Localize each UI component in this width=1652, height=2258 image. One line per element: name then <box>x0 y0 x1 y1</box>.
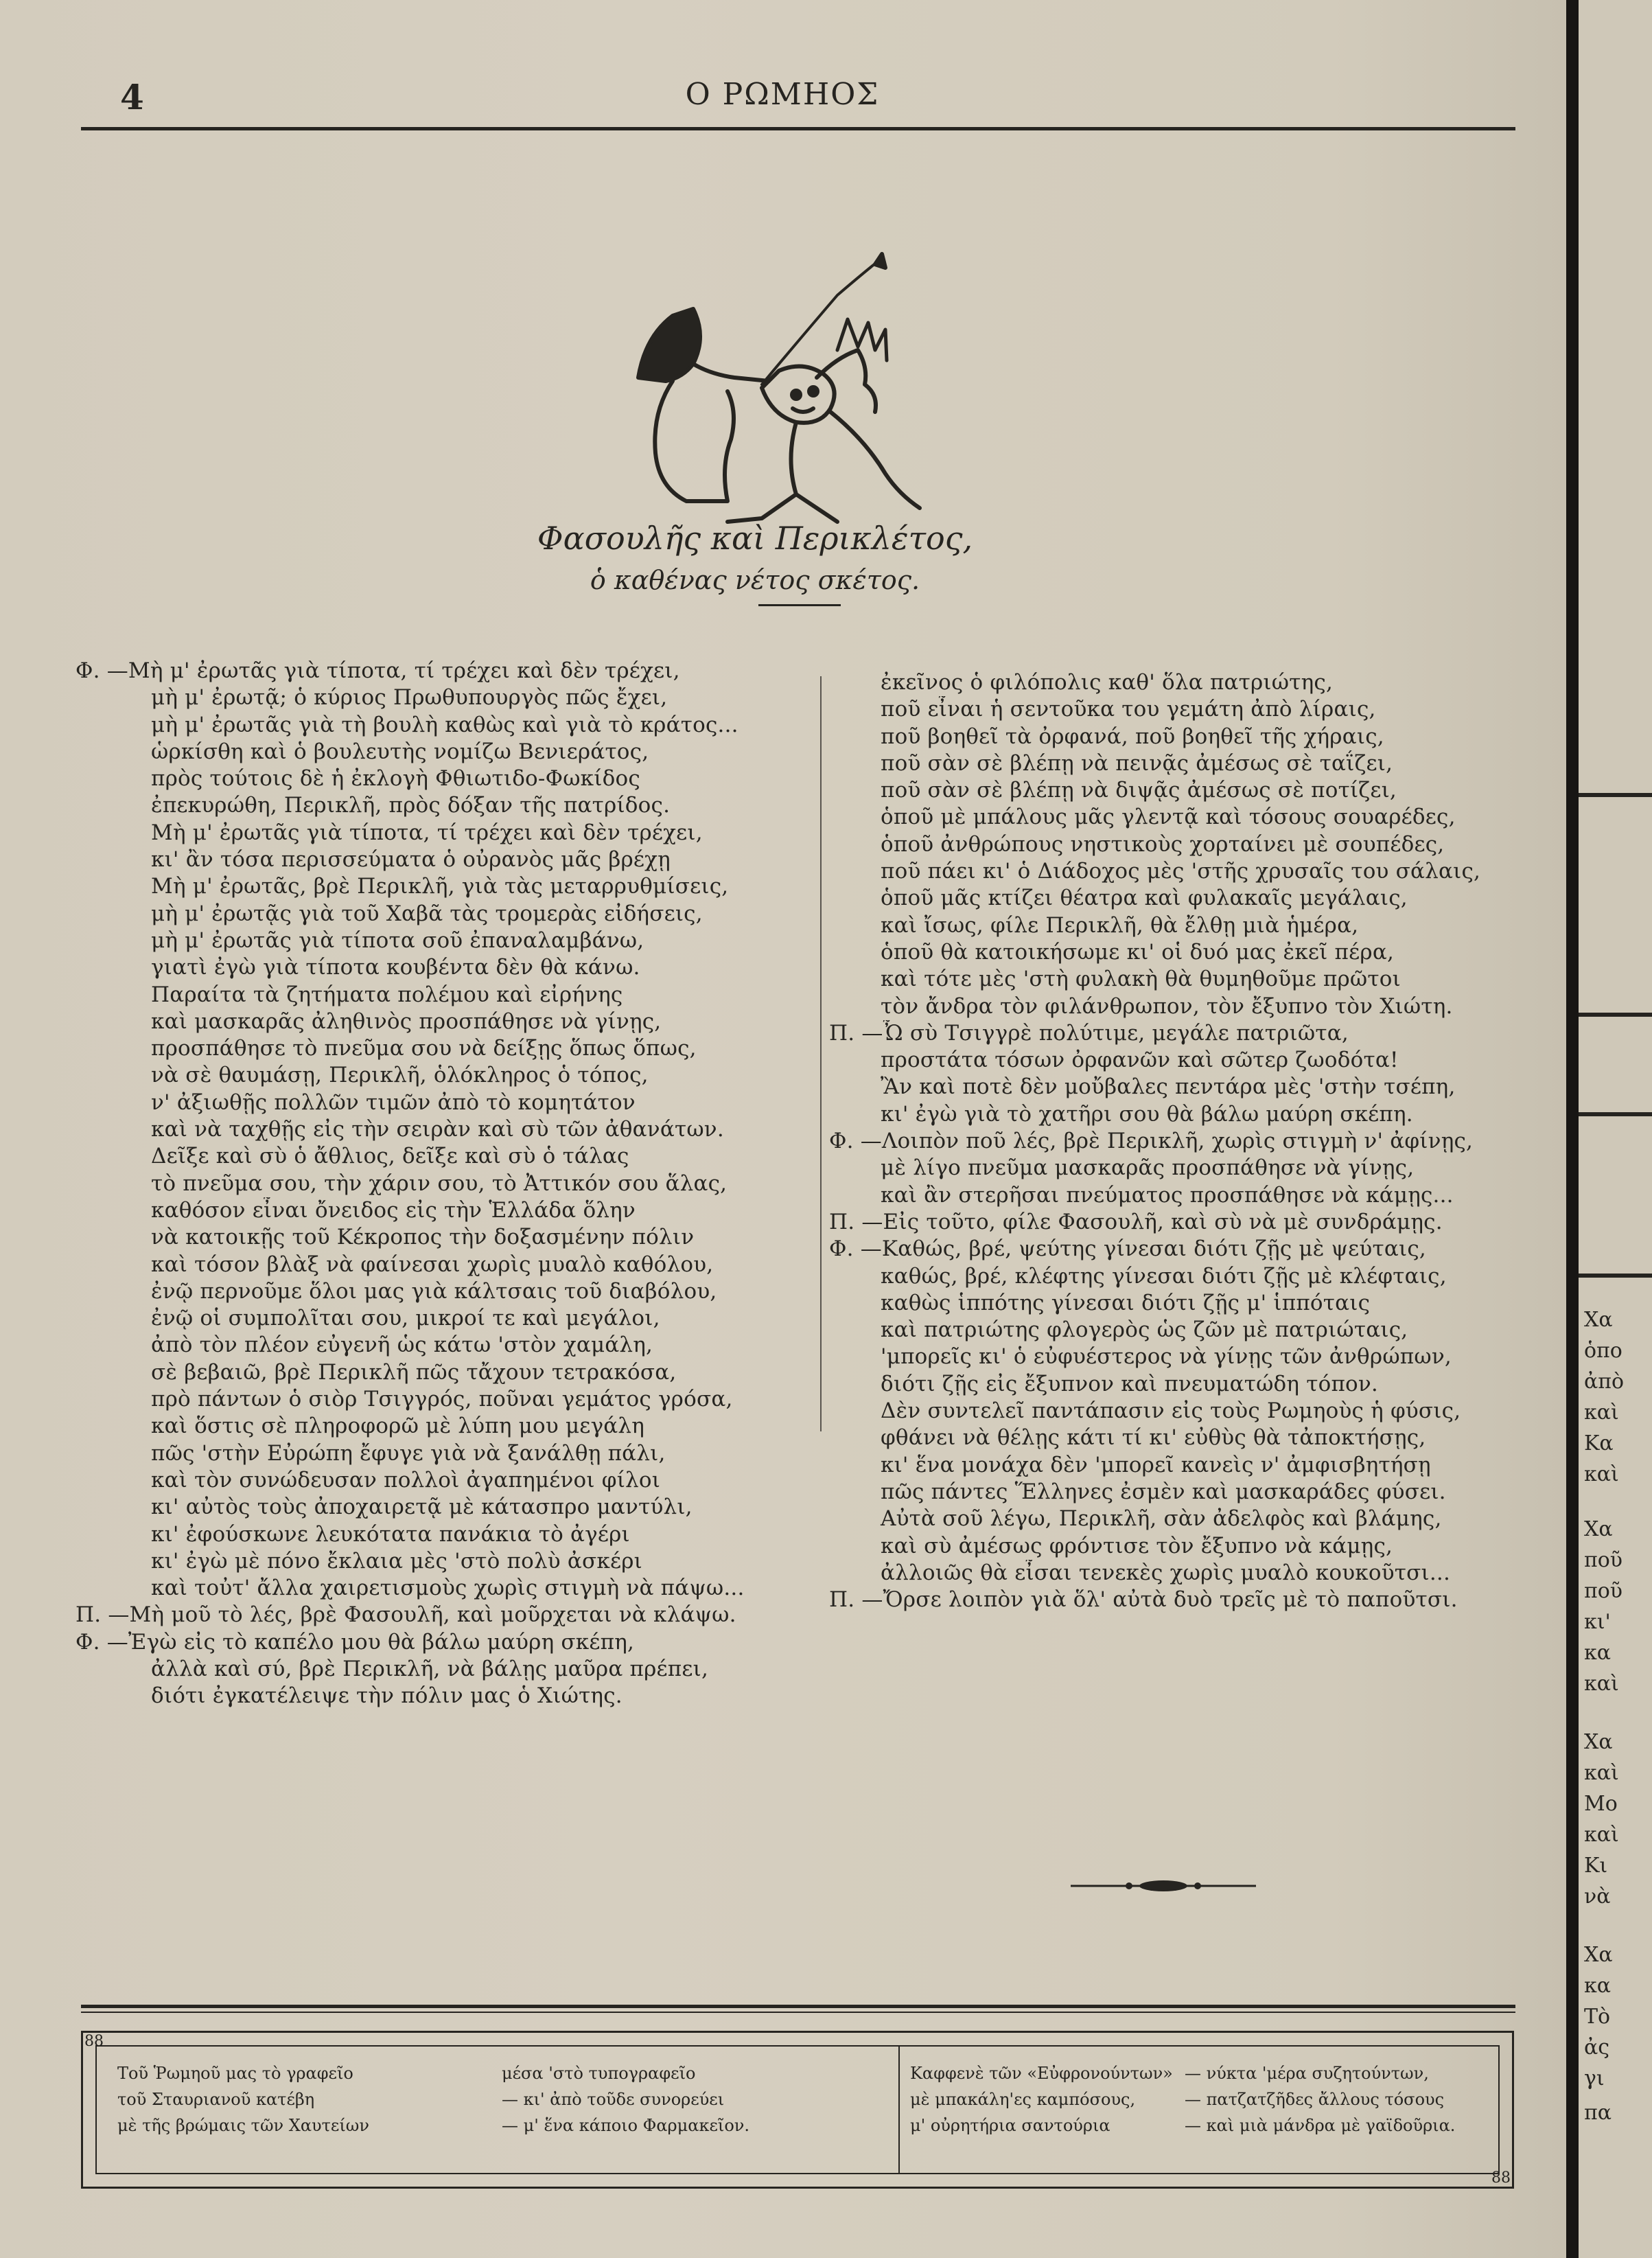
verse-text: ποῦ σὰν σὲ βλέπῃ νὰ πεινᾷς ἀμέσως σὲ ταΐζει, <box>881 750 1393 776</box>
verse-text: καὶ σὺ ἀμέσως φρόντισε τὸν ἔξυπνο νὰ κάμῃς, <box>881 1533 1393 1558</box>
advertisement-line <box>117 2112 900 2139</box>
verse-line <box>75 1143 813 1170</box>
verse-line <box>829 858 1546 885</box>
adjacent-page-fragment: καὶ <box>1584 1823 1619 1847</box>
speaker-label: Φ. <box>829 1236 854 1262</box>
advertisement-left <box>117 2060 900 2139</box>
verse-line <box>829 885 1546 912</box>
advertisement-line <box>910 2060 1507 2086</box>
left-column <box>75 658 813 1710</box>
verse-text: —Εἰς τοῦτο, φίλε Φασουλῆ, καὶ σὺ νὰ μὲ συνδράμῃς. <box>861 1209 1443 1234</box>
verse-text: Αὐτὰ σοῦ λέγω, Περικλῆ, σὰν ἀδελφὸς καὶ βλάμης, <box>881 1506 1442 1532</box>
advertisement-line <box>117 2086 900 2112</box>
advertisement-text: μὲ τῆς βρώμαις τῶν Χαυτείων <box>117 2116 369 2135</box>
adjacent-page-fragment: Τὸ <box>1584 2005 1611 2029</box>
verse-text: μὴ μ' ἐρωτᾶς γιὰ τίποτα σοῦ ἐπαναλαμβάνω, <box>151 928 644 953</box>
verse-text: ἀλλοιῶς θὰ εἶσαι τενεκὲς χωρὶς μυαλὸ κουκοῦτσι... <box>881 1560 1450 1585</box>
verse-text: καὶ τότε μὲς 'στὴ φυλακὴ θὰ θυμηθοῦμε πρῶτοι <box>881 967 1401 992</box>
adjacent-page-edge <box>1579 0 1652 2258</box>
verse-line <box>829 1398 1546 1425</box>
verse-line <box>829 1371 1546 1398</box>
verse-text: Μὴ μ' ἐρωτᾶς γιὰ τίποτα, τί τρέχει καὶ δὲν τρέχει, <box>151 820 703 845</box>
verse-line <box>75 1116 813 1143</box>
advertisement-inner-frame <box>95 2045 1500 2174</box>
verse-text: Δὲν συντελεῖ παντάπασιν εἰς τοὺς Ρωμηοὺς ἡ φύσις, <box>881 1398 1461 1424</box>
adjacent-page-fragment: κα <box>1584 1974 1612 1998</box>
verse-line <box>75 1197 813 1224</box>
verse-text: νὰ σὲ θαυμάσῃ, Περικλῆ, ὁλόκληρος ὁ τόπος, <box>151 1063 649 1088</box>
verse-text: —Μὴ μοῦ τὸ λές, βρὲ Φασουλῆ, καὶ μοῦρχεται νὰ κλάψω. <box>108 1602 736 1628</box>
verse-text: καὶ ὅστις σὲ πληροφορῶ μὲ λύπη μου μεγάλη <box>151 1414 645 1439</box>
advertisement-text: μέσα 'στὸ τυπογραφεῖο <box>502 2064 696 2083</box>
verse-line <box>75 1629 813 1656</box>
verse-text: μὴ μ' ἐρωτᾷ; ὁ κύριος Πρωθυπουργὸς πῶς ἔχει, <box>151 685 668 711</box>
advertisement-divider <box>898 2047 900 2173</box>
adjacent-page-fragment: κι' <box>1584 1610 1611 1634</box>
page-number: 4 <box>120 77 144 117</box>
advertisement-text: μὲ μπακάλη'ες καμπόσους, <box>910 2090 1136 2109</box>
verse-text: —Ὦ σὺ Τσιγγρὲ πολύτιμε, μεγάλε πατριῶτα, <box>861 1020 1349 1046</box>
advertisement-text: μ' οὐρητήρια σαντούρια <box>910 2116 1110 2135</box>
advertisement-right <box>910 2060 1507 2139</box>
verse-line <box>75 954 813 981</box>
verse-line <box>829 993 1546 1020</box>
verse-text: μὴ μ' ἐρωτᾶς γιὰ τὴ βουλὴ καθὼς καὶ γιὰ τὸ κράτος... <box>151 712 738 737</box>
verse-text: ποῦ πάει κι' ὁ Διάδοχος μὲς 'στῆς χρυσαῖς του σάλαις, <box>881 859 1481 884</box>
verse-line <box>829 1020 1546 1047</box>
verse-line <box>829 1533 1546 1560</box>
footer-rule-top <box>81 2005 1515 2008</box>
advertisement-line <box>117 2060 900 2086</box>
verse-text: ἐκεῖνος ὁ φιλόπολις καθ' ὅλα πατριώτης, <box>881 670 1333 695</box>
verse-line <box>75 739 813 765</box>
cartoon-caption-subtitle: ὁ καθένας νέτος σκέτος. <box>590 565 920 595</box>
verse-line <box>829 1236 1546 1263</box>
verse-text: τὸ πνεῦμα σου, τὴν χάριν σου, τὸ Ἀττικόν σου ἅλας, <box>151 1171 728 1196</box>
verse-text: κι' ἐγὼ γιὰ τὸ χατῆρι σου θὰ βάλω μαύρη σκέπη. <box>881 1101 1413 1127</box>
adjacent-page-fragment: Χα <box>1584 1730 1613 1754</box>
verse-text: τὸν ἄνδρα τὸν φιλάνθρωπον, τὸν ἔξυπνο τὸν Χιώτη. <box>881 993 1453 1019</box>
adjacent-page-fragment: ὁπο <box>1584 1339 1622 1363</box>
verse-line <box>829 1560 1546 1587</box>
adjacent-page-fragment: καὶ <box>1584 1761 1619 1785</box>
verse-line <box>829 1506 1546 1532</box>
verse-line <box>75 1332 813 1359</box>
verse-line <box>829 1425 1546 1451</box>
verse-line <box>75 1602 813 1628</box>
verse-line <box>75 1278 813 1305</box>
adjacent-page-fragment: Χα <box>1584 1943 1613 1967</box>
verse-line <box>829 1182 1546 1209</box>
verse-line <box>829 1479 1546 1506</box>
verse-text: πῶς πάντες Ἕλληνες ἐσμὲν καὶ μασκαράδες φύσει. <box>881 1479 1446 1504</box>
verse-text: Δεῖξε καὶ σὺ ὁ ἄθλιος, δεῖξε καὶ σὺ ὁ τάλας <box>151 1144 629 1169</box>
figure-right-arm <box>830 412 920 508</box>
verse-text: —Λοιπὸν ποῦ λές, βρὲ Περικλῆ, χωρὶς στιγμὴ ν' ἀφίνῃς, <box>860 1129 1474 1154</box>
verse-line <box>829 939 1546 966</box>
verse-line <box>75 1467 813 1494</box>
verse-line <box>829 1344 1546 1370</box>
sword <box>762 261 879 384</box>
verse-line <box>75 658 813 684</box>
adjacent-page-fragment: καὶ <box>1584 1401 1619 1425</box>
verse-text: ὁποῦ μᾶς κτίζει θέατρα καὶ φυλακαῖς μεγάλαις, <box>881 886 1408 911</box>
verse-text: πρὸς τούτοις δὲ ἡ ἐκλογὴ Φθιωτιδο-Φωκίδος <box>151 766 640 792</box>
verse-text: ὁποῦ ἀνθρώπους νηστικοὺς χορταίνει μὲ σουπέδες, <box>881 831 1445 857</box>
adjacent-page-rule <box>1579 1112 1652 1116</box>
advertisement-text: — πατζατζῆδες ἄλλους τόσους <box>1185 2090 1445 2109</box>
verse-text: καθόσον εἶναι ὄνειδος εἰς τὴν Ἑλλάδα ὅλην <box>151 1197 636 1223</box>
verse-text: καὶ μασκαρᾶς ἀληθινὸς προσπάθησε νὰ γίνῃς, <box>151 1009 662 1034</box>
masthead-title: Ο ΡΩΜΗΟΣ <box>685 77 880 112</box>
verse-line <box>829 1155 1546 1182</box>
speaker-label: Π. <box>829 1020 855 1046</box>
verse-line <box>75 1521 813 1548</box>
header-rule <box>81 127 1515 130</box>
adjacent-page-fragment: νὰ <box>1584 1885 1611 1909</box>
advertisement-text: Τοῦ Ῥωμηοῦ μας τὸ γραφεῖο <box>117 2064 353 2083</box>
advertisement-line <box>910 2086 1507 2112</box>
verse-line <box>829 1074 1546 1101</box>
verse-text: —Ἐγὼ εἰς τὸ καπέλο μου θὰ βάλω μαύρη σκέπη, <box>106 1629 635 1655</box>
figure-left-body <box>655 381 734 501</box>
speaker-label: Π. <box>829 1587 855 1613</box>
verse-text: ὁποῦ θὰ κατοικήσωμε κι' οἱ δυό μας ἐκεῖ πέρα, <box>881 939 1395 965</box>
verse-text: καθὼς ἱππότης γίνεσαι διότι ζῇς μ' ἱππόταις <box>881 1290 1371 1315</box>
verse-text: ἐνῷ περνοῦμε ὅλοι μας γιὰ κάλτσαις τοῦ διαβόλου, <box>151 1278 717 1304</box>
verse-text: κι' ἂν τόσα περισσεύματα ὁ οὐρανὸς μᾶς βρέχῃ <box>151 847 671 873</box>
verse-text: καὶ τόσον βλὰξ νὰ φαίνεσαι χωρὶς μυαλὸ καθόλου, <box>151 1252 714 1277</box>
verse-line <box>829 966 1546 993</box>
verse-line <box>75 873 813 900</box>
verse-line <box>75 1035 813 1062</box>
verse-text: ποῦ βοηθεῖ τὰ ὀρφανά, ποῦ βοηθεῖ τῆς χήραις, <box>881 724 1384 749</box>
advertisement-text: — κι' ἀπὸ τοῦδε συνορεύει <box>502 2090 725 2109</box>
verse-line <box>75 928 813 954</box>
adjacent-page-fragment: καὶ <box>1584 1462 1619 1486</box>
verse-line <box>829 1101 1546 1128</box>
verse-line <box>829 1128 1546 1155</box>
advertisement-line <box>910 2112 1507 2139</box>
adjacent-page-fragment: Κα <box>1584 1431 1614 1455</box>
advertisement-text: — νύκτα 'μέρα συζητούντων, <box>1185 2064 1429 2083</box>
verse-line <box>75 792 813 819</box>
verse-line <box>75 982 813 1009</box>
verse-text: —Ὄρσε λοιπὸν γιὰ ὅλ' αὐτὰ δυὸ τρεῖς μὲ τὸ παποῦτσι. <box>861 1587 1458 1613</box>
verse-line <box>829 696 1546 723</box>
advertisement-text: Καφφενὲ τῶν «Εὐφρονούντων» <box>910 2064 1173 2083</box>
adjacent-page-fragment: γι <box>1584 2066 1605 2090</box>
verse-text: καὶ πατριώτης φλογερὸς ὡς ζῶν μὲ πατριώταις, <box>881 1317 1408 1343</box>
adjacent-page-fragment: ἀπὸ <box>1584 1370 1625 1394</box>
caption-rule <box>758 604 841 606</box>
adjacent-page-fragment: ποῦ <box>1584 1579 1623 1603</box>
adjacent-page-fragment: καὶ <box>1584 1672 1619 1696</box>
adjacent-page-fragment: κα <box>1584 1641 1612 1665</box>
verse-text: μὲ λίγο πνεῦμα μασκαρᾶς προσπάθησε νὰ γίνῃς, <box>881 1155 1415 1181</box>
verse-line <box>75 1359 813 1386</box>
verse-text: γιατὶ ἐγὼ γιὰ τίποτα κουβέντα δὲν θὰ κάνω. <box>151 955 640 980</box>
verse-line <box>75 1090 813 1116</box>
adjacent-page-fragment: ἀς <box>1584 2036 1610 2060</box>
verse-line <box>829 804 1546 831</box>
verse-text: μὴ μ' ἐρωτᾷς γιὰ τοῦ Χαβᾶ τὰς τρομερὰς εἰδήσεις, <box>151 901 703 926</box>
verse-line <box>75 1656 813 1683</box>
verse-line <box>829 1209 1546 1236</box>
verse-line <box>829 912 1546 939</box>
verse-text: καὶ νὰ ταχθῇς εἰς τὴν σειρὰν καὶ σὺ τῶν ἀθανάτων. <box>151 1117 724 1142</box>
verse-line <box>829 831 1546 858</box>
adjacent-page-fragment: Χα <box>1584 1517 1613 1541</box>
verse-text: νὰ κατοικῇς τοῦ Κέκροπος τὴν δοξασμένην πόλιν <box>151 1225 695 1250</box>
verse-text: καὶ τοὐτ' ἄλλα χαιρετισμοὺς χωρὶς στιγμὴ νὰ πάψω... <box>151 1576 745 1601</box>
verse-text: Μὴ μ' ἐρωτᾶς, βρὲ Περικλῆ, γιὰ τὰς μεταρρυθμίσεις, <box>151 874 729 899</box>
verse-line <box>829 724 1546 750</box>
verse-text: πῶς 'στὴν Εὐρώπη ἔφυγε γιὰ νὰ ξανάλθῃ πάλι, <box>151 1440 666 1466</box>
verse-line <box>75 1413 813 1440</box>
verse-line <box>75 820 813 846</box>
figure-left-hat <box>638 309 700 381</box>
adjacent-page-rule <box>1579 793 1652 797</box>
advertisement-text: — καὶ μιὰ μάνδρα μὲ γαϊδοῦρια. <box>1185 2116 1456 2135</box>
figure-left-arm <box>693 364 769 381</box>
verse-line <box>829 669 1546 696</box>
verse-text: καὶ ἴσως, φίλε Περικλῆ, θὰ ἔλθῃ μιὰ ἡμέρα, <box>881 912 1359 938</box>
verse-line <box>829 1587 1546 1613</box>
verse-text: ἐνῷ οἱ συμπολῖται σου, μικροί τε καὶ μεγάλοι, <box>151 1306 660 1331</box>
verse-text: —Καθώς, βρέ, ψεύτης γίνεσαι διότι ζῇς μὲ ψεύταις, <box>860 1236 1426 1262</box>
verse-line <box>75 1252 813 1278</box>
figure-right-body <box>791 422 838 522</box>
speaker-label: Φ. <box>75 658 100 683</box>
verse-text: ἐπεκυρώθη, Περικλῆ, πρὸς δόξαν τῆς πατρίδος. <box>151 793 671 818</box>
verse-text: ποῦ εἶναι ἡ σεντοῦκα του γεμάτη ἀπὸ λίραις, <box>881 697 1376 722</box>
verse-line <box>75 901 813 928</box>
adjacent-page-rule <box>1579 1013 1652 1017</box>
verse-line <box>75 1575 813 1602</box>
verse-line <box>75 765 813 792</box>
verse-text: κι' ἐγὼ μὲ πόνο ἔκλαια μὲς 'στὸ πολὺ ἀσκέρι <box>151 1548 643 1574</box>
verse-line <box>829 1263 1546 1290</box>
verse-line <box>75 1009 813 1035</box>
verse-text: κι' ἐφούσκωνε λευκότατα πανάκια τὸ ἀγέρι <box>151 1521 630 1547</box>
verse-text: καὶ ἂν στερῆσαι πνεύματος προσπάθησε νὰ κάμῃς... <box>881 1182 1454 1208</box>
verse-text: ποῦ σὰν σὲ βλέπῃ νὰ διψᾷς ἀμέσως σὲ ποτίζει, <box>881 778 1397 803</box>
verse-line <box>829 1047 1546 1074</box>
verse-text: σὲ βεβαιῶ, βρὲ Περικλῆ πῶς τἄχουν τετρακόσα, <box>151 1359 677 1385</box>
corner-mark-bottom-right: 88 <box>1491 2169 1511 2187</box>
verse-text: φθάνει νὰ θέλῃς κάτι τί κι' εὐθὺς θὰ τἀποκτήσῃς, <box>881 1425 1426 1451</box>
verse-line <box>75 1305 813 1332</box>
adjacent-page-fragment: Χα <box>1584 1308 1613 1332</box>
figure-right-leg <box>728 494 796 522</box>
figure-right-hair <box>817 350 876 412</box>
verse-line <box>75 1224 813 1251</box>
advertisement-text: τοῦ Σταυριανοῦ κατέβη <box>117 2090 315 2109</box>
speaker-label: Φ. <box>75 1629 100 1655</box>
cartoon-caption-title: Φασουλῆς καὶ Περικλέτος, <box>537 520 973 557</box>
verse-line <box>75 712 813 739</box>
verse-line <box>75 1062 813 1089</box>
verse-text: Ἂν καὶ ποτὲ δὲν μοὔβαλες πεντάρα μὲς 'στὴν τσέπη, <box>881 1074 1456 1100</box>
speaker-label: Φ. <box>829 1129 854 1154</box>
column-divider <box>820 676 822 1431</box>
verse-text: προσπάθησε τὸ πνεῦμα σου νὰ δείξῃς ὅπως ὅπως, <box>151 1036 697 1061</box>
verse-text: καὶ τὸν συνώδευσαν πολλοὶ ἀγαπημένοι φίλοι <box>151 1467 661 1493</box>
verse-text: κι' ἕνα μονάχα δὲν 'μπορεῖ κανεὶς ν' ἀμφισβητήσῃ <box>881 1452 1431 1477</box>
verse-text: διότι ἐγκατέλειψε τὴν πόλιν μας ὁ Χιώτης. <box>151 1683 623 1709</box>
verse-line <box>829 750 1546 777</box>
speaker-label: Π. <box>829 1209 855 1234</box>
verse-text: ἀπὸ τὸν πλέον εὐγενῆ ὡς κάτω 'στὸν χαμάλη, <box>151 1333 653 1358</box>
ornament-fleuron <box>1071 1878 1256 1894</box>
verse-line <box>829 1290 1546 1317</box>
verse-line <box>829 1452 1546 1479</box>
verse-text: 'μπορεῖς κι' ὁ εὐφυέστερος νὰ γίνῃς τῶν ἀνθρώπων, <box>881 1344 1452 1370</box>
verse-line <box>75 1494 813 1521</box>
verse-text: προστάτα τόσων ὀρφανῶν καὶ σῶτερ ζωοδότα! <box>881 1048 1399 1073</box>
adjacent-page-rule <box>1579 1274 1652 1278</box>
verse-line <box>829 1317 1546 1344</box>
verse-text: ὡρκίσθη καὶ ὁ βουλευτὴς νομίζω Βενιεράτος, <box>151 739 649 764</box>
verse-line <box>75 1440 813 1467</box>
verse-line <box>829 777 1546 804</box>
footer-rule-bottom <box>81 2012 1515 2013</box>
adjacent-page-fragment: πα <box>1584 2101 1612 2125</box>
advertisement-text: — μ' ἕνα κάποιο Φαρμακεῖον. <box>502 2116 749 2135</box>
verse-text: ὁποῦ μὲ μπάλους μᾶς γλεντᾷ καὶ τόσους σουαρέδες, <box>881 805 1456 830</box>
advertisement-box <box>81 2031 1514 2189</box>
verse-line <box>75 1548 813 1575</box>
right-column <box>829 669 1546 1613</box>
verse-text: κι' αὐτὸς τοὺς ἀποχαιρετᾷ μὲ κάτασπρο μαντύλι, <box>151 1495 693 1520</box>
verse-text: πρὸ πάντων ὁ σιὸρ Τσιγγρός, ποῦναι γεμάτος γρόσα, <box>151 1387 733 1412</box>
verse-text: ν' ἀξιωθῇς πολλῶν τιμῶν ἀπὸ τὸ κομητάτον <box>151 1090 636 1115</box>
verse-text: —Μὴ μ' ἐρωτᾶς γιὰ τίποτα, τί τρέχει καὶ δὲν τρέχει, <box>106 658 680 683</box>
verse-line <box>75 846 813 873</box>
verse-text: Παραίτα τὰ ζητήματα πολέμου καὶ εἰρήνης <box>151 982 623 1007</box>
verse-text: διότι ζῇς εἰς ἔξυπνον καὶ πνευματώδη τόπον. <box>881 1371 1378 1396</box>
verse-text: ἀλλὰ καὶ σύ, βρὲ Περικλῆ, νὰ βάλῃς μαῦρα πρέπει, <box>151 1656 709 1681</box>
verse-line <box>75 1386 813 1413</box>
speaker-label: Π. <box>75 1602 102 1628</box>
verse-line <box>75 1171 813 1197</box>
verse-line <box>75 684 813 711</box>
verse-line <box>75 1683 813 1709</box>
corner-mark-top-left: 88 <box>84 2033 104 2050</box>
verse-text: καθώς, βρέ, κλέφτης γίνεσαι διότι ζῇς μὲ κλέφταις, <box>881 1263 1447 1289</box>
adjacent-page-fragment: Μο <box>1584 1792 1618 1816</box>
cartoon-illustration <box>590 247 975 542</box>
adjacent-page-fragment: ποῦ <box>1584 1548 1623 1572</box>
adjacent-page-fragment: Κι <box>1584 1854 1608 1878</box>
